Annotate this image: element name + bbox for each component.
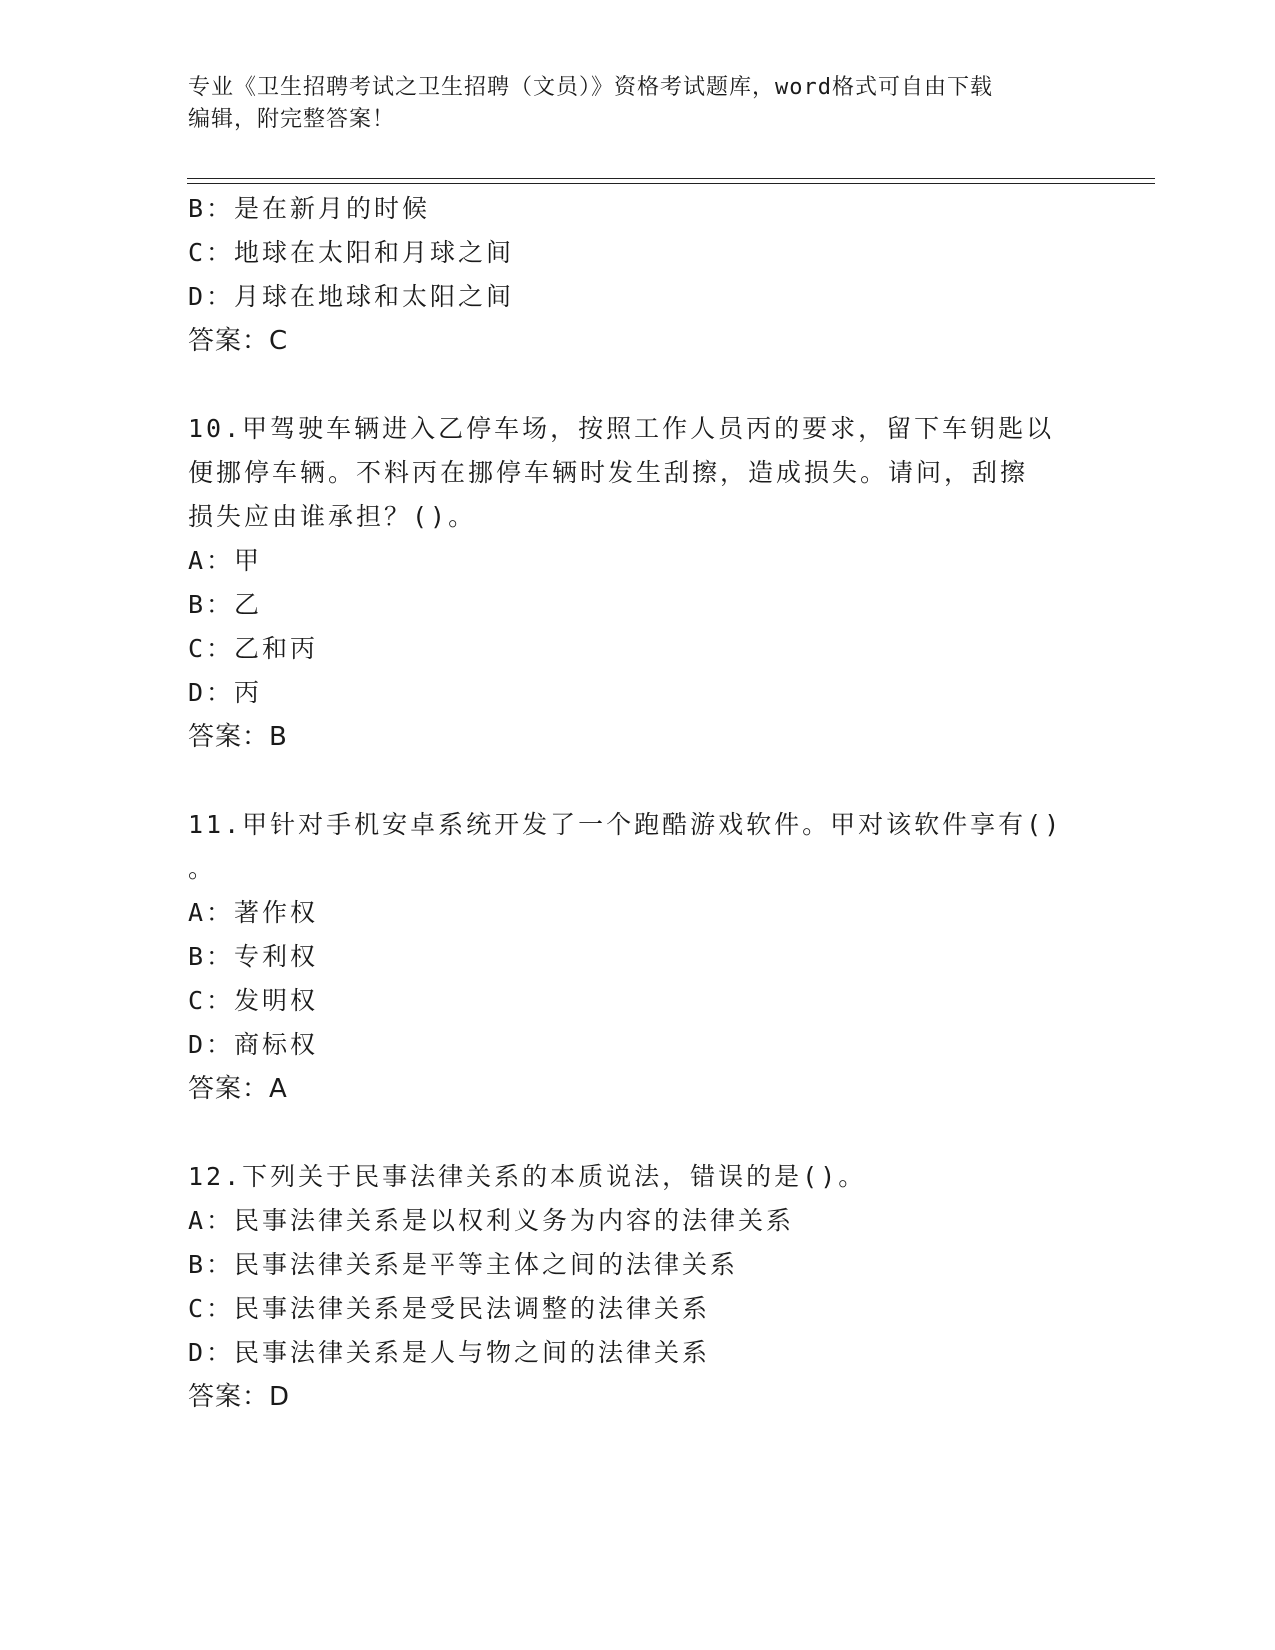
header-divider-top	[187, 178, 1155, 179]
question-stem-line: 损失应由谁承担？()。	[188, 502, 477, 531]
option-c: C：民事法律关系是受民法调整的法律关系	[188, 1294, 711, 1323]
option-d: D：商标权	[188, 1030, 319, 1059]
question-stem-line: 10.甲驾驶车辆进入乙停车场，按照工作人员丙的要求，留下车钥匙以	[188, 414, 1055, 443]
option-a: A：民事法律关系是以权利义务为内容的法律关系	[188, 1206, 795, 1235]
option-b: B：乙	[188, 590, 263, 619]
answer: 答案：D	[188, 1382, 291, 1412]
answer: 答案：B	[188, 722, 288, 752]
option-a: A：甲	[188, 546, 263, 575]
question-stem-line: 便挪停车辆。不料丙在挪停车辆时发生刮擦，造成损失。请问，刮擦	[188, 458, 1029, 487]
answer: 答案：C	[188, 326, 289, 356]
option-c: C：地球在太阳和月球之间	[188, 238, 515, 267]
question-stem-line: 。	[188, 854, 217, 883]
option-d: D：月球在地球和太阳之间	[188, 282, 515, 311]
question-stem-line: 11.甲针对手机安卓系统开发了一个跑酷游戏软件。甲对该软件享有()	[188, 810, 1063, 839]
answer: 答案：A	[188, 1074, 288, 1104]
option-b: B：专利权	[188, 942, 319, 971]
header-divider-bottom	[187, 183, 1155, 184]
option-b: B：民事法律关系是平等主体之间的法律关系	[188, 1250, 739, 1279]
option-c: C：发明权	[188, 986, 319, 1015]
option-d: D：民事法律关系是人与物之间的法律关系	[188, 1338, 711, 1367]
header-line-1: 专业《卫生招聘考试之卫生招聘（文员）》资格考试题库，word格式可自由下载	[188, 75, 993, 100]
document-header	[188, 72, 1088, 136]
header-line-2: 编辑，附完整答案！	[188, 107, 396, 132]
option-b: B：是在新月的时候	[188, 194, 431, 223]
option-c: C：乙和丙	[188, 634, 319, 663]
question-stem-line: 12.下列关于民事法律关系的本质说法，错误的是()。	[188, 1162, 867, 1191]
option-d: D：丙	[188, 678, 263, 707]
option-a: A：著作权	[188, 898, 319, 927]
